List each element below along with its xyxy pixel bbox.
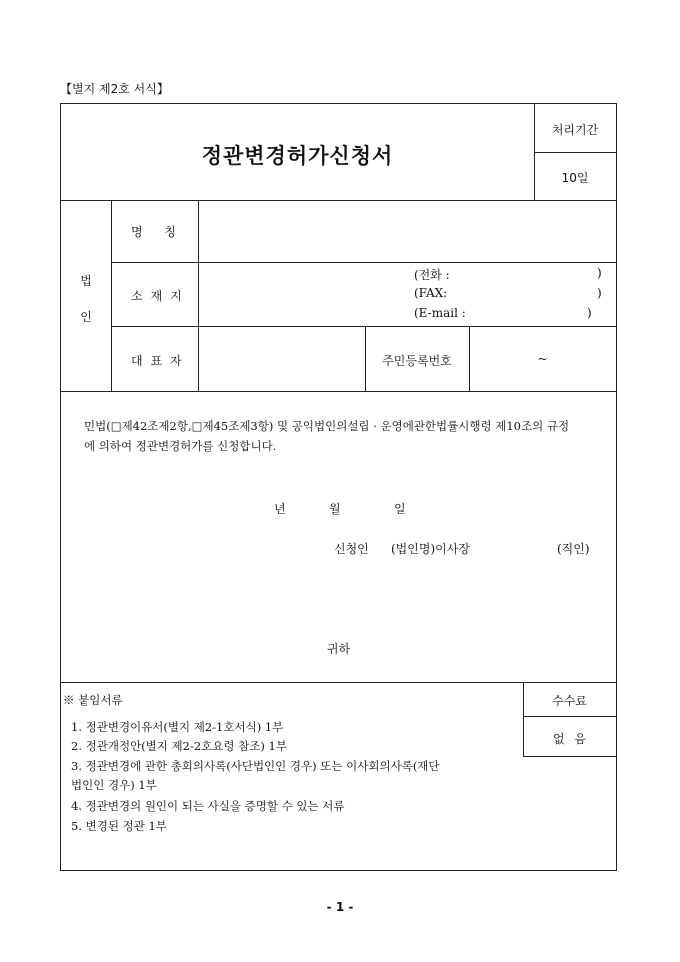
side-label-corporation-2: 인	[80, 310, 92, 324]
phone-label: (전화 :	[414, 268, 450, 282]
recipient-label: 귀하	[326, 642, 351, 656]
attachment-item: 법인인 경우) 1부	[71, 778, 157, 792]
representative-label: 대표자	[131, 354, 190, 368]
phone-close: )	[597, 266, 602, 280]
rule-field-label	[198, 200, 199, 391]
attachment-item: 3. 정관변경에 관한 총회의사록(사단법인인 경우) 또는 이사회의사록(재단	[71, 759, 440, 773]
form-title: 정관변경허가신청서	[201, 143, 394, 168]
attachment-item: 5. 변경된 정관 1부	[71, 819, 167, 833]
side-label-corporation-1: 법	[80, 274, 92, 288]
rule-side-label	[111, 200, 112, 391]
name-label: 명 칭	[131, 225, 176, 239]
applicant-value: (법인명)이사장	[391, 542, 470, 556]
seal-label: (직인)	[557, 542, 590, 556]
date-day: 일	[394, 502, 406, 516]
id-number-separator: ~	[537, 352, 548, 366]
rule-header-bottom	[61, 200, 616, 201]
statement-line-2: 에 의하여 정관변경허가를 신청합니다.	[84, 439, 277, 453]
date-year: 년	[274, 502, 286, 516]
rule-corporation-bottom	[61, 391, 616, 392]
rule-processing-mid	[534, 152, 616, 153]
processing-period-value: 10일	[561, 171, 589, 185]
attachment-item: 1. 정관변경이유서(별지 제2-1호서식) 1부	[71, 720, 284, 734]
application-form	[60, 103, 617, 871]
fee-label: 수수료	[552, 694, 587, 708]
processing-period-label: 처리기간	[551, 123, 599, 137]
fax-label: (FAX:	[414, 286, 448, 300]
id-number-label: 주민등록번호	[382, 354, 452, 368]
attachment-item: 4. 정관변경의 원인이 되는 사실을 증명할 수 있는 서류	[71, 799, 345, 813]
rule-fee-bottom	[523, 756, 616, 757]
rule-statement-bottom	[61, 682, 616, 683]
form-label: 【별지 제2호 서식】	[60, 82, 169, 96]
rule-name-bottom	[111, 262, 616, 263]
date-month: 월	[329, 502, 341, 516]
fax-close: )	[597, 286, 602, 300]
statement-line-1: 민법(□제42조제2항,□제45조제3항) 및 공익법인의설립 · 운영에관한법률시행령 제10조의 규정	[84, 419, 570, 433]
fee-value: 없 음	[553, 732, 586, 746]
email-close: )	[587, 306, 592, 320]
rule-fee-mid	[523, 716, 616, 717]
attachment-item: 2. 정관개정안(별지 제2-2호요령 참조) 1부	[71, 739, 287, 753]
applicant-label: 신청인	[334, 542, 369, 556]
rule-address-bottom	[111, 326, 616, 327]
address-label: 소재지	[131, 289, 190, 303]
page-number: - 1 -	[326, 900, 354, 914]
email-label: (E-mail :	[414, 306, 466, 320]
attachments-heading: ※ 붙임서류	[63, 693, 123, 707]
